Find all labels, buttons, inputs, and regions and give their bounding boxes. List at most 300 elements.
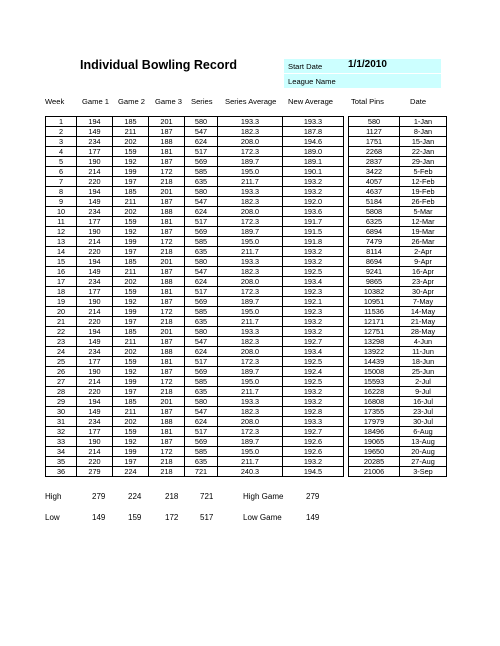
start-date-value[interactable]: 1/1/2010 <box>348 59 387 70</box>
cell-date[interactable]: 9-Jul <box>400 387 447 397</box>
cell-game-2[interactable]: 192 <box>113 297 149 307</box>
cell-new-average[interactable]: 192.4 <box>283 367 344 377</box>
cell-series[interactable]: 569 <box>185 437 218 447</box>
cell-date[interactable]: 19-Mar <box>400 227 447 237</box>
cell-date[interactable]: 27-Aug <box>400 457 447 467</box>
cell-game-1[interactable]: 190 <box>77 437 113 447</box>
cell-week[interactable]: 16 <box>46 267 77 277</box>
cell-game-2[interactable]: 211 <box>113 337 149 347</box>
cell-date[interactable]: 30-Jul <box>400 417 447 427</box>
cell-game-3[interactable]: 172 <box>149 307 185 317</box>
cell-game-3[interactable]: 188 <box>149 277 185 287</box>
cell-game-3[interactable]: 187 <box>149 297 185 307</box>
cell-game-1[interactable]: 149 <box>77 197 113 207</box>
cell-total-pins[interactable]: 7479 <box>349 237 400 247</box>
cell-series-average[interactable]: 195.0 <box>218 167 283 177</box>
cell-game-3[interactable]: 187 <box>149 407 185 417</box>
cell-total-pins[interactable]: 1127 <box>349 127 400 137</box>
cell-new-average[interactable]: 193.2 <box>283 257 344 267</box>
cell-new-average[interactable]: 193.4 <box>283 277 344 287</box>
cell-week[interactable]: 4 <box>46 147 77 157</box>
cell-game-1[interactable]: 234 <box>77 347 113 357</box>
cell-game-2[interactable]: 197 <box>113 317 149 327</box>
cell-series-average[interactable]: 211.7 <box>218 317 283 327</box>
cell-game-1[interactable]: 194 <box>77 327 113 337</box>
cell-series-average[interactable]: 208.0 <box>218 417 283 427</box>
cell-total-pins[interactable]: 16228 <box>349 387 400 397</box>
cell-week[interactable]: 26 <box>46 367 77 377</box>
cell-new-average[interactable]: 192.7 <box>283 427 344 437</box>
cell-game-2[interactable]: 199 <box>113 447 149 457</box>
cell-game-3[interactable]: 187 <box>149 127 185 137</box>
cell-series[interactable]: 624 <box>185 417 218 427</box>
cell-new-average[interactable]: 192.1 <box>283 297 344 307</box>
cell-series[interactable]: 547 <box>185 267 218 277</box>
cell-game-1[interactable]: 234 <box>77 207 113 217</box>
cell-game-1[interactable]: 190 <box>77 157 113 167</box>
cell-total-pins[interactable]: 15008 <box>349 367 400 377</box>
cell-game-3[interactable]: 188 <box>149 347 185 357</box>
cell-date[interactable]: 20-Aug <box>400 447 447 457</box>
cell-series-average[interactable]: 211.7 <box>218 177 283 187</box>
cell-game-2[interactable]: 159 <box>113 357 149 367</box>
cell-week[interactable]: 27 <box>46 377 77 387</box>
cell-game-3[interactable]: 188 <box>149 417 185 427</box>
cell-game-3[interactable]: 218 <box>149 467 185 477</box>
cell-game-2[interactable]: 197 <box>113 457 149 467</box>
cell-week[interactable]: 36 <box>46 467 77 477</box>
cell-week[interactable]: 19 <box>46 297 77 307</box>
cell-total-pins[interactable]: 12751 <box>349 327 400 337</box>
cell-series-average[interactable]: 172.3 <box>218 147 283 157</box>
cell-series-average[interactable]: 182.3 <box>218 197 283 207</box>
cell-total-pins[interactable]: 19650 <box>349 447 400 457</box>
cell-game-3[interactable]: 187 <box>149 437 185 447</box>
cell-week[interactable]: 12 <box>46 227 77 237</box>
cell-series-average[interactable]: 208.0 <box>218 347 283 357</box>
cell-date[interactable]: 21-May <box>400 317 447 327</box>
cell-total-pins[interactable]: 20285 <box>349 457 400 467</box>
cell-week[interactable]: 25 <box>46 357 77 367</box>
cell-new-average[interactable]: 192.7 <box>283 337 344 347</box>
cell-total-pins[interactable]: 4057 <box>349 177 400 187</box>
cell-new-average[interactable]: 192.6 <box>283 437 344 447</box>
cell-game-2[interactable]: 197 <box>113 247 149 257</box>
cell-total-pins[interactable]: 9865 <box>349 277 400 287</box>
cell-total-pins[interactable]: 13922 <box>349 347 400 357</box>
cell-game-3[interactable]: 172 <box>149 237 185 247</box>
cell-game-3[interactable]: 187 <box>149 267 185 277</box>
cell-date[interactable]: 25-Jun <box>400 367 447 377</box>
cell-game-3[interactable]: 218 <box>149 457 185 467</box>
cell-game-2[interactable]: 159 <box>113 147 149 157</box>
cell-game-1[interactable]: 214 <box>77 237 113 247</box>
cell-date[interactable]: 30-Apr <box>400 287 447 297</box>
cell-game-2[interactable]: 197 <box>113 177 149 187</box>
cell-game-2[interactable]: 211 <box>113 407 149 417</box>
cell-series-average[interactable]: 172.3 <box>218 357 283 367</box>
cell-date[interactable]: 11-Jun <box>400 347 447 357</box>
cell-game-3[interactable]: 188 <box>149 137 185 147</box>
cell-week[interactable]: 32 <box>46 427 77 437</box>
cell-series-average[interactable]: 182.3 <box>218 337 283 347</box>
cell-game-2[interactable]: 202 <box>113 137 149 147</box>
cell-game-1[interactable]: 214 <box>77 447 113 457</box>
cell-game-2[interactable]: 159 <box>113 287 149 297</box>
cell-series-average[interactable]: 211.7 <box>218 247 283 257</box>
cell-game-3[interactable]: 218 <box>149 177 185 187</box>
cell-total-pins[interactable]: 2837 <box>349 157 400 167</box>
cell-new-average[interactable]: 189.0 <box>283 147 344 157</box>
cell-date[interactable]: 14-May <box>400 307 447 317</box>
cell-series-average[interactable]: 195.0 <box>218 447 283 457</box>
cell-series[interactable]: 517 <box>185 357 218 367</box>
cell-total-pins[interactable]: 10951 <box>349 297 400 307</box>
cell-game-3[interactable]: 187 <box>149 367 185 377</box>
cell-series-average[interactable]: 208.0 <box>218 137 283 147</box>
cell-game-1[interactable]: 177 <box>77 217 113 227</box>
cell-week[interactable]: 31 <box>46 417 77 427</box>
cell-date[interactable]: 16-Jul <box>400 397 447 407</box>
cell-total-pins[interactable]: 1751 <box>349 137 400 147</box>
cell-series-average[interactable]: 172.3 <box>218 427 283 437</box>
cell-date[interactable]: 28-May <box>400 327 447 337</box>
cell-game-2[interactable]: 202 <box>113 207 149 217</box>
cell-week[interactable]: 2 <box>46 127 77 137</box>
cell-game-1[interactable]: 149 <box>77 267 113 277</box>
cell-series[interactable]: 585 <box>185 167 218 177</box>
cell-game-1[interactable]: 220 <box>77 387 113 397</box>
cell-total-pins[interactable]: 17355 <box>349 407 400 417</box>
cell-game-2[interactable]: 185 <box>113 187 149 197</box>
cell-series[interactable]: 547 <box>185 127 218 137</box>
cell-game-1[interactable]: 214 <box>77 377 113 387</box>
cell-week[interactable]: 5 <box>46 157 77 167</box>
cell-week[interactable]: 1 <box>46 117 77 127</box>
cell-game-3[interactable]: 172 <box>149 167 185 177</box>
cell-series-average[interactable]: 189.7 <box>218 367 283 377</box>
cell-new-average[interactable]: 193.3 <box>283 117 344 127</box>
cell-date[interactable]: 29-Jan <box>400 157 447 167</box>
cell-total-pins[interactable]: 9241 <box>349 267 400 277</box>
cell-week[interactable]: 9 <box>46 197 77 207</box>
cell-series-average[interactable]: 240.3 <box>218 467 283 477</box>
cell-new-average[interactable]: 193.2 <box>283 187 344 197</box>
cell-game-2[interactable]: 199 <box>113 307 149 317</box>
cell-date[interactable]: 7-May <box>400 297 447 307</box>
cell-date[interactable]: 5-Mar <box>400 207 447 217</box>
cell-new-average[interactable]: 187.8 <box>283 127 344 137</box>
cell-total-pins[interactable]: 15593 <box>349 377 400 387</box>
cell-game-1[interactable]: 177 <box>77 287 113 297</box>
cell-week[interactable]: 35 <box>46 457 77 467</box>
cell-series-average[interactable]: 193.3 <box>218 327 283 337</box>
cell-series[interactable]: 547 <box>185 197 218 207</box>
cell-game-2[interactable]: 192 <box>113 367 149 377</box>
cell-week[interactable]: 20 <box>46 307 77 317</box>
cell-new-average[interactable]: 192.5 <box>283 377 344 387</box>
cell-series-average[interactable]: 193.3 <box>218 187 283 197</box>
cell-series[interactable]: 580 <box>185 257 218 267</box>
cell-date[interactable]: 9-Apr <box>400 257 447 267</box>
cell-game-2[interactable]: 185 <box>113 257 149 267</box>
cell-week[interactable]: 14 <box>46 247 77 257</box>
cell-game-1[interactable]: 220 <box>77 317 113 327</box>
cell-game-2[interactable]: 211 <box>113 127 149 137</box>
cell-game-3[interactable]: 218 <box>149 317 185 327</box>
cell-week[interactable]: 18 <box>46 287 77 297</box>
cell-week[interactable]: 3 <box>46 137 77 147</box>
cell-series-average[interactable]: 189.7 <box>218 227 283 237</box>
cell-series-average[interactable]: 182.3 <box>218 127 283 137</box>
cell-week[interactable]: 13 <box>46 237 77 247</box>
cell-game-3[interactable]: 181 <box>149 427 185 437</box>
cell-game-2[interactable]: 159 <box>113 427 149 437</box>
cell-week[interactable]: 23 <box>46 337 77 347</box>
cell-series-average[interactable]: 193.3 <box>218 397 283 407</box>
cell-game-3[interactable]: 218 <box>149 387 185 397</box>
cell-total-pins[interactable]: 10382 <box>349 287 400 297</box>
cell-series-average[interactable]: 195.0 <box>218 237 283 247</box>
cell-week[interactable]: 34 <box>46 447 77 457</box>
cell-series[interactable]: 580 <box>185 117 218 127</box>
cell-date[interactable]: 6-Aug <box>400 427 447 437</box>
cell-new-average[interactable]: 193.3 <box>283 417 344 427</box>
cell-game-2[interactable]: 202 <box>113 417 149 427</box>
cell-date[interactable]: 2-Jul <box>400 377 447 387</box>
cell-week[interactable]: 15 <box>46 257 77 267</box>
cell-series[interactable]: 585 <box>185 377 218 387</box>
cell-week[interactable]: 29 <box>46 397 77 407</box>
cell-game-1[interactable]: 177 <box>77 357 113 367</box>
cell-game-2[interactable]: 192 <box>113 157 149 167</box>
cell-date[interactable]: 26-Feb <box>400 197 447 207</box>
cell-game-3[interactable]: 181 <box>149 217 185 227</box>
cell-week[interactable]: 17 <box>46 277 77 287</box>
cell-series-average[interactable]: 208.0 <box>218 207 283 217</box>
cell-game-3[interactable]: 181 <box>149 147 185 157</box>
cell-game-3[interactable]: 187 <box>149 337 185 347</box>
cell-game-1[interactable]: 234 <box>77 277 113 287</box>
cell-game-2[interactable]: 159 <box>113 217 149 227</box>
cell-game-1[interactable]: 220 <box>77 177 113 187</box>
cell-series[interactable]: 585 <box>185 447 218 457</box>
cell-game-3[interactable]: 187 <box>149 227 185 237</box>
cell-game-2[interactable]: 192 <box>113 437 149 447</box>
cell-series[interactable]: 580 <box>185 397 218 407</box>
cell-new-average[interactable]: 193.2 <box>283 387 344 397</box>
cell-series[interactable]: 569 <box>185 367 218 377</box>
cell-date[interactable]: 1-Jan <box>400 117 447 127</box>
cell-game-2[interactable]: 199 <box>113 167 149 177</box>
cell-new-average[interactable]: 189.1 <box>283 157 344 167</box>
cell-game-3[interactable]: 181 <box>149 357 185 367</box>
cell-new-average[interactable]: 191.5 <box>283 227 344 237</box>
cell-game-3[interactable]: 218 <box>149 247 185 257</box>
cell-date[interactable]: 12-Mar <box>400 217 447 227</box>
cell-series[interactable]: 721 <box>185 467 218 477</box>
cell-game-3[interactable]: 187 <box>149 197 185 207</box>
cell-week[interactable]: 10 <box>46 207 77 217</box>
cell-game-2[interactable]: 199 <box>113 377 149 387</box>
cell-series-average[interactable]: 211.7 <box>218 457 283 467</box>
cell-series[interactable]: 635 <box>185 387 218 397</box>
cell-game-3[interactable]: 201 <box>149 187 185 197</box>
cell-date[interactable]: 18-Jun <box>400 357 447 367</box>
cell-series-average[interactable]: 193.3 <box>218 117 283 127</box>
cell-week[interactable]: 28 <box>46 387 77 397</box>
cell-date[interactable]: 12-Feb <box>400 177 447 187</box>
cell-game-1[interactable]: 194 <box>77 117 113 127</box>
cell-date[interactable]: 8-Jan <box>400 127 447 137</box>
cell-game-3[interactable]: 201 <box>149 257 185 267</box>
cell-total-pins[interactable]: 6894 <box>349 227 400 237</box>
cell-series[interactable]: 547 <box>185 337 218 347</box>
cell-date[interactable]: 22-Jan <box>400 147 447 157</box>
cell-new-average[interactable]: 193.2 <box>283 247 344 257</box>
cell-game-1[interactable]: 279 <box>77 467 113 477</box>
cell-total-pins[interactable]: 8694 <box>349 257 400 267</box>
cell-game-1[interactable]: 190 <box>77 297 113 307</box>
cell-new-average[interactable]: 192.8 <box>283 407 344 417</box>
cell-series[interactable]: 580 <box>185 187 218 197</box>
cell-date[interactable]: 13-Aug <box>400 437 447 447</box>
cell-week[interactable]: 21 <box>46 317 77 327</box>
cell-new-average[interactable]: 193.2 <box>283 397 344 407</box>
cell-series-average[interactable]: 211.7 <box>218 387 283 397</box>
cell-new-average[interactable]: 192.6 <box>283 447 344 457</box>
cell-total-pins[interactable]: 16808 <box>349 397 400 407</box>
cell-week[interactable]: 24 <box>46 347 77 357</box>
cell-game-2[interactable]: 211 <box>113 197 149 207</box>
cell-series-average[interactable]: 189.7 <box>218 297 283 307</box>
cell-total-pins[interactable]: 6325 <box>349 217 400 227</box>
cell-game-2[interactable]: 197 <box>113 387 149 397</box>
cell-series[interactable]: 580 <box>185 327 218 337</box>
cell-game-3[interactable]: 172 <box>149 377 185 387</box>
cell-date[interactable]: 19-Feb <box>400 187 447 197</box>
cell-new-average[interactable]: 193.6 <box>283 207 344 217</box>
cell-week[interactable]: 22 <box>46 327 77 337</box>
cell-game-2[interactable]: 192 <box>113 227 149 237</box>
cell-game-1[interactable]: 190 <box>77 367 113 377</box>
cell-game-3[interactable]: 201 <box>149 117 185 127</box>
cell-series[interactable]: 585 <box>185 307 218 317</box>
cell-game-3[interactable]: 187 <box>149 157 185 167</box>
cell-date[interactable]: 2-Apr <box>400 247 447 257</box>
cell-series[interactable]: 569 <box>185 297 218 307</box>
cell-total-pins[interactable]: 5808 <box>349 207 400 217</box>
cell-total-pins[interactable]: 18496 <box>349 427 400 437</box>
cell-series[interactable]: 517 <box>185 427 218 437</box>
cell-series[interactable]: 517 <box>185 287 218 297</box>
cell-game-1[interactable]: 194 <box>77 397 113 407</box>
cell-series[interactable]: 635 <box>185 457 218 467</box>
cell-game-2[interactable]: 185 <box>113 117 149 127</box>
cell-total-pins[interactable]: 19065 <box>349 437 400 447</box>
cell-series[interactable]: 624 <box>185 137 218 147</box>
cell-week[interactable]: 6 <box>46 167 77 177</box>
cell-series-average[interactable]: 189.7 <box>218 157 283 167</box>
cell-date[interactable]: 23-Jul <box>400 407 447 417</box>
cell-game-2[interactable]: 199 <box>113 237 149 247</box>
cell-new-average[interactable]: 190.1 <box>283 167 344 177</box>
cell-total-pins[interactable]: 2268 <box>349 147 400 157</box>
cell-game-2[interactable]: 185 <box>113 327 149 337</box>
cell-series[interactable]: 635 <box>185 317 218 327</box>
cell-new-average[interactable]: 191.7 <box>283 217 344 227</box>
cell-series[interactable]: 624 <box>185 207 218 217</box>
cell-game-2[interactable]: 211 <box>113 267 149 277</box>
cell-new-average[interactable]: 193.2 <box>283 327 344 337</box>
cell-game-3[interactable]: 172 <box>149 447 185 457</box>
cell-series-average[interactable]: 172.3 <box>218 217 283 227</box>
cell-new-average[interactable]: 191.8 <box>283 237 344 247</box>
cell-series[interactable]: 635 <box>185 177 218 187</box>
cell-date[interactable]: 5-Feb <box>400 167 447 177</box>
cell-series-average[interactable]: 189.7 <box>218 437 283 447</box>
cell-game-1[interactable]: 177 <box>77 147 113 157</box>
cell-total-pins[interactable]: 11536 <box>349 307 400 317</box>
cell-new-average[interactable]: 193.4 <box>283 347 344 357</box>
cell-series[interactable]: 517 <box>185 217 218 227</box>
cell-series-average[interactable]: 195.0 <box>218 377 283 387</box>
cell-new-average[interactable]: 193.2 <box>283 177 344 187</box>
cell-game-3[interactable]: 201 <box>149 327 185 337</box>
cell-week[interactable]: 11 <box>46 217 77 227</box>
cell-total-pins[interactable]: 580 <box>349 117 400 127</box>
cell-week[interactable]: 7 <box>46 177 77 187</box>
cell-game-1[interactable]: 149 <box>77 127 113 137</box>
cell-game-1[interactable]: 220 <box>77 457 113 467</box>
cell-new-average[interactable]: 193.2 <box>283 317 344 327</box>
cell-game-1[interactable]: 149 <box>77 407 113 417</box>
cell-series[interactable]: 624 <box>185 347 218 357</box>
cell-total-pins[interactable]: 21006 <box>349 467 400 477</box>
cell-game-1[interactable]: 234 <box>77 137 113 147</box>
cell-new-average[interactable]: 193.2 <box>283 457 344 467</box>
cell-series-average[interactable]: 182.3 <box>218 267 283 277</box>
cell-series[interactable]: 635 <box>185 247 218 257</box>
cell-game-1[interactable]: 194 <box>77 257 113 267</box>
cell-week[interactable]: 30 <box>46 407 77 417</box>
cell-game-2[interactable]: 185 <box>113 397 149 407</box>
cell-game-2[interactable]: 224 <box>113 467 149 477</box>
cell-date[interactable]: 3-Sep <box>400 467 447 477</box>
cell-new-average[interactable]: 192.0 <box>283 197 344 207</box>
cell-date[interactable]: 26-Mar <box>400 237 447 247</box>
cell-new-average[interactable]: 194.6 <box>283 137 344 147</box>
cell-game-1[interactable]: 149 <box>77 337 113 347</box>
cell-total-pins[interactable]: 5184 <box>349 197 400 207</box>
cell-game-1[interactable]: 190 <box>77 227 113 237</box>
cell-game-1[interactable]: 194 <box>77 187 113 197</box>
cell-series-average[interactable]: 208.0 <box>218 277 283 287</box>
cell-series[interactable]: 585 <box>185 237 218 247</box>
cell-series[interactable]: 569 <box>185 227 218 237</box>
cell-game-3[interactable]: 181 <box>149 287 185 297</box>
cell-game-2[interactable]: 202 <box>113 347 149 357</box>
cell-series-average[interactable]: 195.0 <box>218 307 283 317</box>
cell-game-1[interactable]: 214 <box>77 307 113 317</box>
cell-series[interactable]: 624 <box>185 277 218 287</box>
cell-new-average[interactable]: 192.3 <box>283 287 344 297</box>
cell-week[interactable]: 8 <box>46 187 77 197</box>
cell-date[interactable]: 4-Jun <box>400 337 447 347</box>
cell-game-1[interactable]: 177 <box>77 427 113 437</box>
cell-game-1[interactable]: 214 <box>77 167 113 177</box>
cell-game-1[interactable]: 220 <box>77 247 113 257</box>
